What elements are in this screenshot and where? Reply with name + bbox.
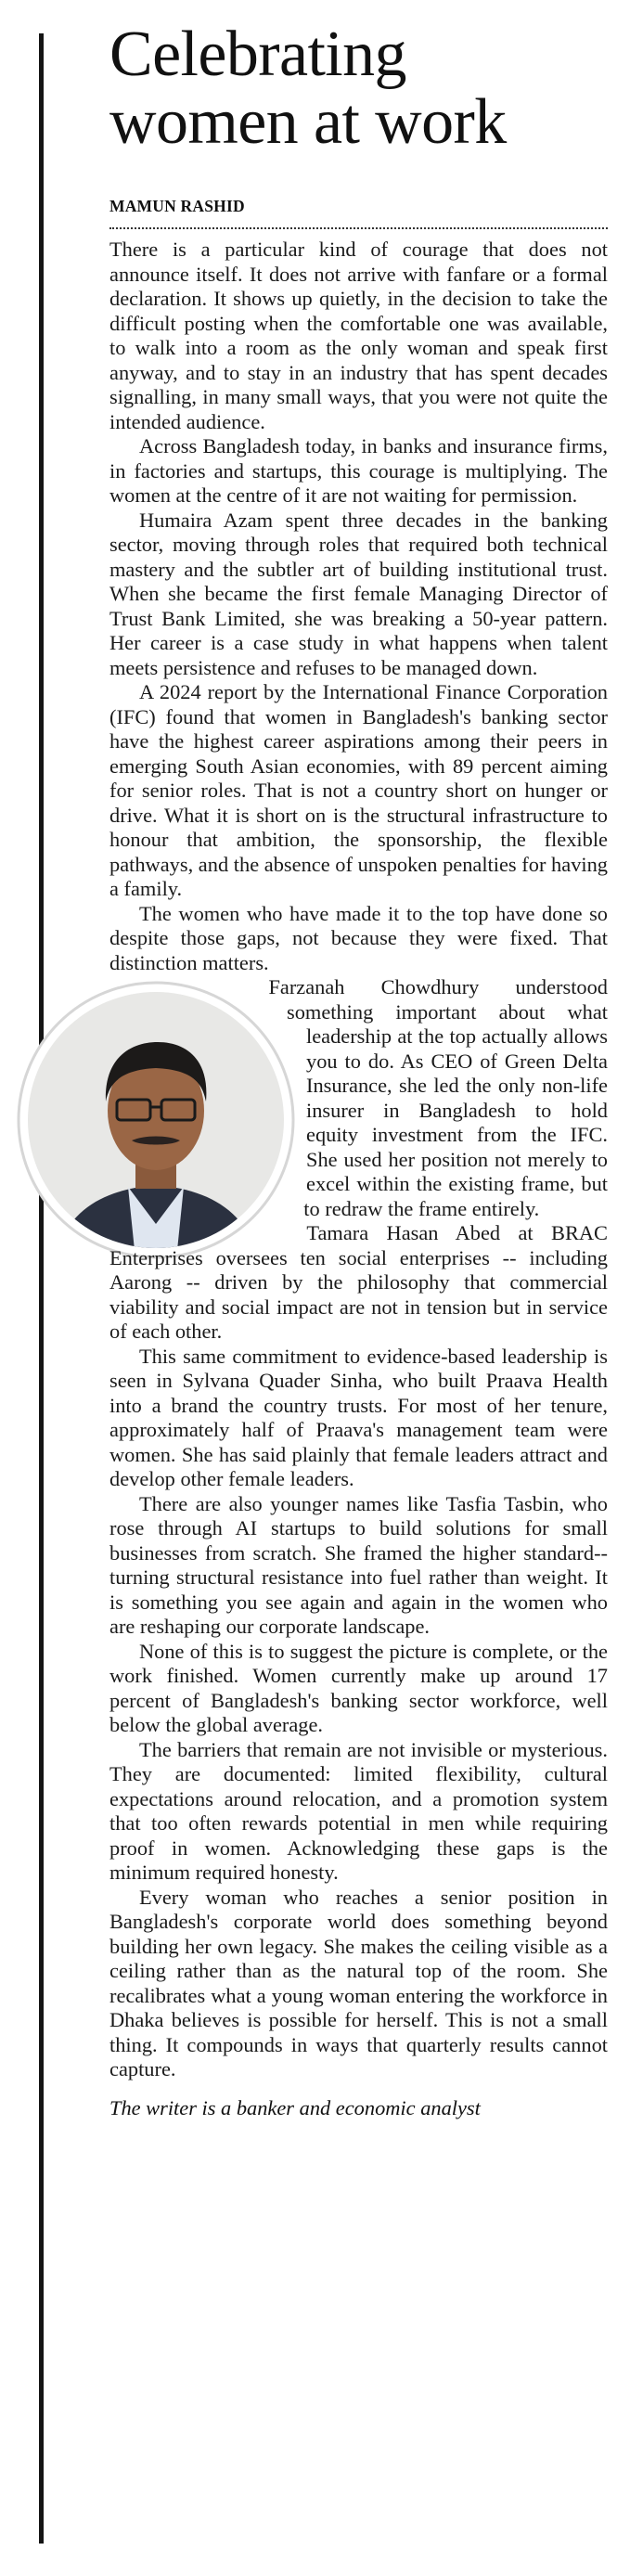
article (109, 20, 608, 2120)
paragraph: There is a particular kind of courage that does not announce itself. It does not arrive with fanfare or a formal declaration. It shows up quietly, in the decision to take the difficult posting when the comfortable one was available, to walk into a room as the only woman and speak first anyway, and to stay in an industry that has spent decades signalling, in many small ways, that you were not quite the intended audience. (109, 238, 608, 433)
paragraph: This same commitment to evidence-based leadership is seen in Sylvana Quader Sinha, who built Praava Health into a brand the country trusts. For most of her tenure, approximately half of Praava's management team were women. She has said plainly that female leaders attract and develop other female leaders. (109, 1344, 608, 1490)
paragraph: Farzanah Chowdhury understood something important about what leadership at the top actually allows you to do. As CEO of Green Delta Insurance, she led the only non-life insurer in Bangladesh to hold equity investment from the IFC. She used her position not merely to excel within the existing frame, but to redraw the frame entirely. (268, 975, 608, 1220)
article-title: Celebrating women at work (109, 19, 507, 158)
paragraph: Across Bangladesh today, in banks and insurance firms, in factories and startups, this courage is multiplying. The women at the centre of it are not waiting for permission. (109, 434, 608, 507)
byline: MAMUN RASHID (109, 197, 245, 215)
author-portrait (17, 981, 295, 1259)
article-body (109, 238, 608, 2082)
paragraph: Every woman who reaches a senior position in Bangladesh's corporate world does something beyond building her own legacy. She makes the ceiling visible as a ceiling rather than as the natural top of the room. She recalibrates what a young woman entering the workforce in Dhaka believes is possible for herself. This is not a small thing. It compounds in ways that quarterly results cannot capture. (109, 1885, 608, 2080)
column-rule (39, 33, 44, 2544)
paragraph: Humaira Azam spent three decades in the banking sector, moving through roles that required both technical mastery and the subtler art of building institutional trust. When she became the first female Managing Director of Trust Bank Limited, she was breaking a 50-year pattern. Her career is a case study in what happens when talent meets persistence and refuses to be managed down. (109, 508, 608, 679)
dotted-divider (109, 227, 608, 229)
paragraph: The barriers that remain are not invisible or mysterious. They are documented: limited flexibility, cultural expectations around relocation, and a promotion system that too often rewards potential in men while requiring proof in women. Acknowledging these gaps is the minimum required honesty. (109, 1737, 608, 1884)
paragraph: A 2024 report by the International Finance Corporation (IFC) found that women in Bangladesh's banking sector have the highest career aspirations among their peers in emerging South Asian economies, with 89 percent aiming for senior roles. That is not a country short on hunger or drive. What it is short on is the structural infrastructure to honour that ambition, the sponsorship, the flexible pathways, and the absence of unspoken penalties for having a family. (109, 680, 608, 900)
paragraph: Tamara Hasan Abed at BRAC Enterprises oversees ten social enterprises -- including Aarong -- driven by the philosophy that commercial viability and social impact are not in tension but in service of each other. (109, 1221, 608, 1343)
author-note: The writer is a banker and economic analyst (109, 2095, 481, 2119)
paragraph: The women who have made it to the top have done so despite those gaps, not because they were fixed. That distinction matters. (109, 901, 608, 974)
paragraph: There are also younger names like Tasfia Tasbin, who rose through AI startups to build solutions for small businesses from scratch. She framed the higher standard-- turning structural resistance into fuel rather than weight. It is something you see again and again in the women who are reshaping our corporate landscape. (109, 1491, 608, 1638)
paragraph: None of this is to suggest the picture is complete, or the work finished. Women currently make up around 17 percent of Bangladesh's banking sector workforce, well below the global average. (109, 1639, 608, 1736)
